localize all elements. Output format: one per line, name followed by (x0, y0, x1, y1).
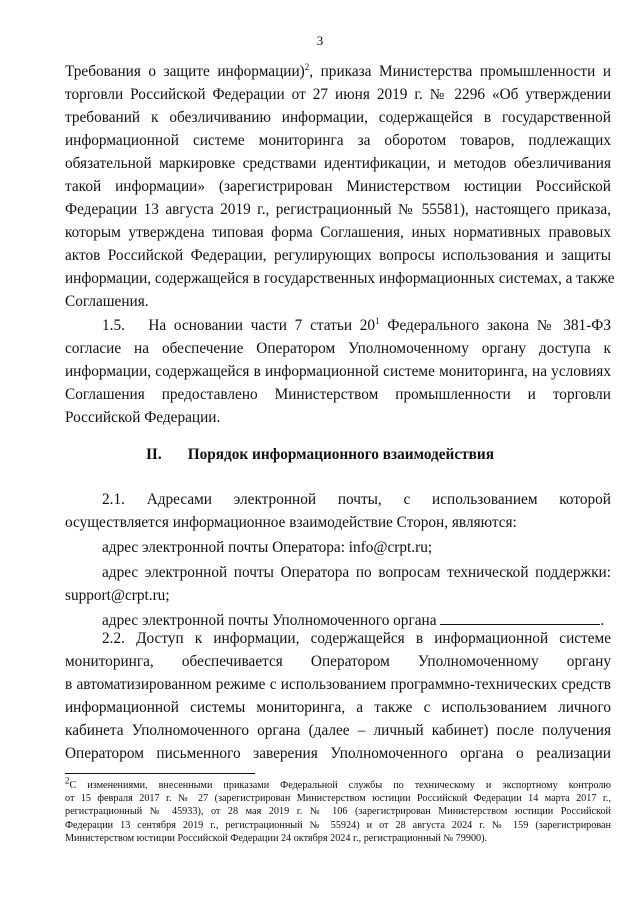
text-line: кабинета Уполномоченного органа (далее – личный кабинет) после получения (65, 722, 611, 739)
paragraph-continuation (65, 60, 615, 313)
text-line: информационной системы мониторинга, а также с использованием личного (65, 699, 611, 716)
text-line: Соглашения предоставлено Министерством промышленности и торговли (65, 386, 611, 403)
footnote-line: регистрационный № 45933), от 28 мая 2019 г. № 106 (зарегистрирован Министерством юстиции Российской (65, 806, 611, 818)
text-line: согласие на обеспечение Оператором Уполномоченному органу доступа к (65, 340, 611, 357)
footnote-separator (65, 773, 255, 774)
footnote-line: Федерации 13 сентября 2019 г., регистрационный № 55924) и от 28 августа 2024 г. № 159 (зарегистрирован (65, 819, 611, 831)
text-line: Соглашения. (65, 293, 149, 310)
text-line: 1.5. На основании части 7 статьи $20^1$ Федерального закона № 381-ФЗ (102, 315, 611, 334)
text-line: требований к обезличиванию информации, содержащейся в государственной (65, 109, 611, 126)
authority-email-blank (440, 610, 600, 625)
footnote-line: Министерством юстиции Российской Федерации 24 октября 2024 г., регистрационный № 79900). (65, 832, 488, 844)
footnote (65, 775, 611, 845)
text-line: информационной системе мониторинга за оборотом товаров, подлежащих (65, 132, 611, 149)
text-line: Российской Федерации. (65, 409, 221, 426)
section-heading-title: Порядок информационного взаимодействия (187, 446, 495, 463)
text-line: которым утверждена типовая форма Соглашения, иных нормативных правовых (65, 224, 611, 241)
text-line: 2.1. Адресами электронной почты, с использованием которой (102, 491, 611, 508)
text-line: в автоматизированном режиме с использованием программно-технических средств (65, 676, 611, 693)
support-email-line: адрес электронной почты Оператора по вопросам технической поддержки: (102, 564, 611, 581)
operator-email-line: адрес электронной почты Оператора: info@crpt.ru; (102, 539, 433, 556)
section-heading-number: II. (145, 446, 162, 463)
text-line: торговли Российской Федерации от 27 июня 2019 г. № 2296 «Об утверждении (65, 86, 611, 103)
text-line: Оператором письменного заверения Уполномоченного органа о реализации (65, 745, 611, 762)
authority-email-line: адрес электронной почты Уполномоченного органа . (102, 612, 605, 629)
footnote-line: от 15 февраля 2017 г. № 27 (зарегистрирован Министерством юстиции Российской Федерации 14 марта 2017 г., (65, 793, 611, 805)
section-2-1 (65, 488, 611, 632)
text-line: информации, содержащейся в информационной системе мониторинга, на условиях (65, 363, 611, 380)
section-2-2 (65, 627, 611, 765)
text-line: осуществляется информационное взаимодействие Сторон, являются: (65, 514, 517, 531)
text-line: такой информации» (зарегистрирован Министерством юстиции Российской (65, 178, 611, 195)
footnote-marker: 2 (65, 775, 70, 786)
text-line: актов Российской Федерации, регулирующих вопросы использования и защиты (65, 247, 611, 264)
text-line: информации, содержащейся в государственных информационных системах, а также (65, 270, 615, 287)
section-heading (0, 446, 640, 464)
section-1-5 (65, 314, 611, 429)
page-number: 3 (316, 33, 324, 48)
section-number: 1.5. (102, 317, 125, 334)
footnote-line: $^2$С изменениями, внесенными приказами Федеральной службы по техническому и экспортному контролю (65, 775, 611, 791)
support-email-continuation: support@crpt.ru; (65, 587, 170, 604)
text-line: обязательной маркировке средствами идентификации, и методов обезличивания (65, 155, 611, 172)
text-line: 2.2. Доступ к информации, содержащейся в информационной системе (102, 630, 611, 647)
text-line: Требования о защите информации)$^2$, приказа Министерства промышленности и (65, 61, 612, 80)
text-line: Федерации 13 августа 2019 г., регистрационный № 55581), настоящего приказа, (65, 201, 611, 218)
text-line: мониторинга, обеспечивается Оператором Уполномоченному органу (65, 653, 611, 670)
